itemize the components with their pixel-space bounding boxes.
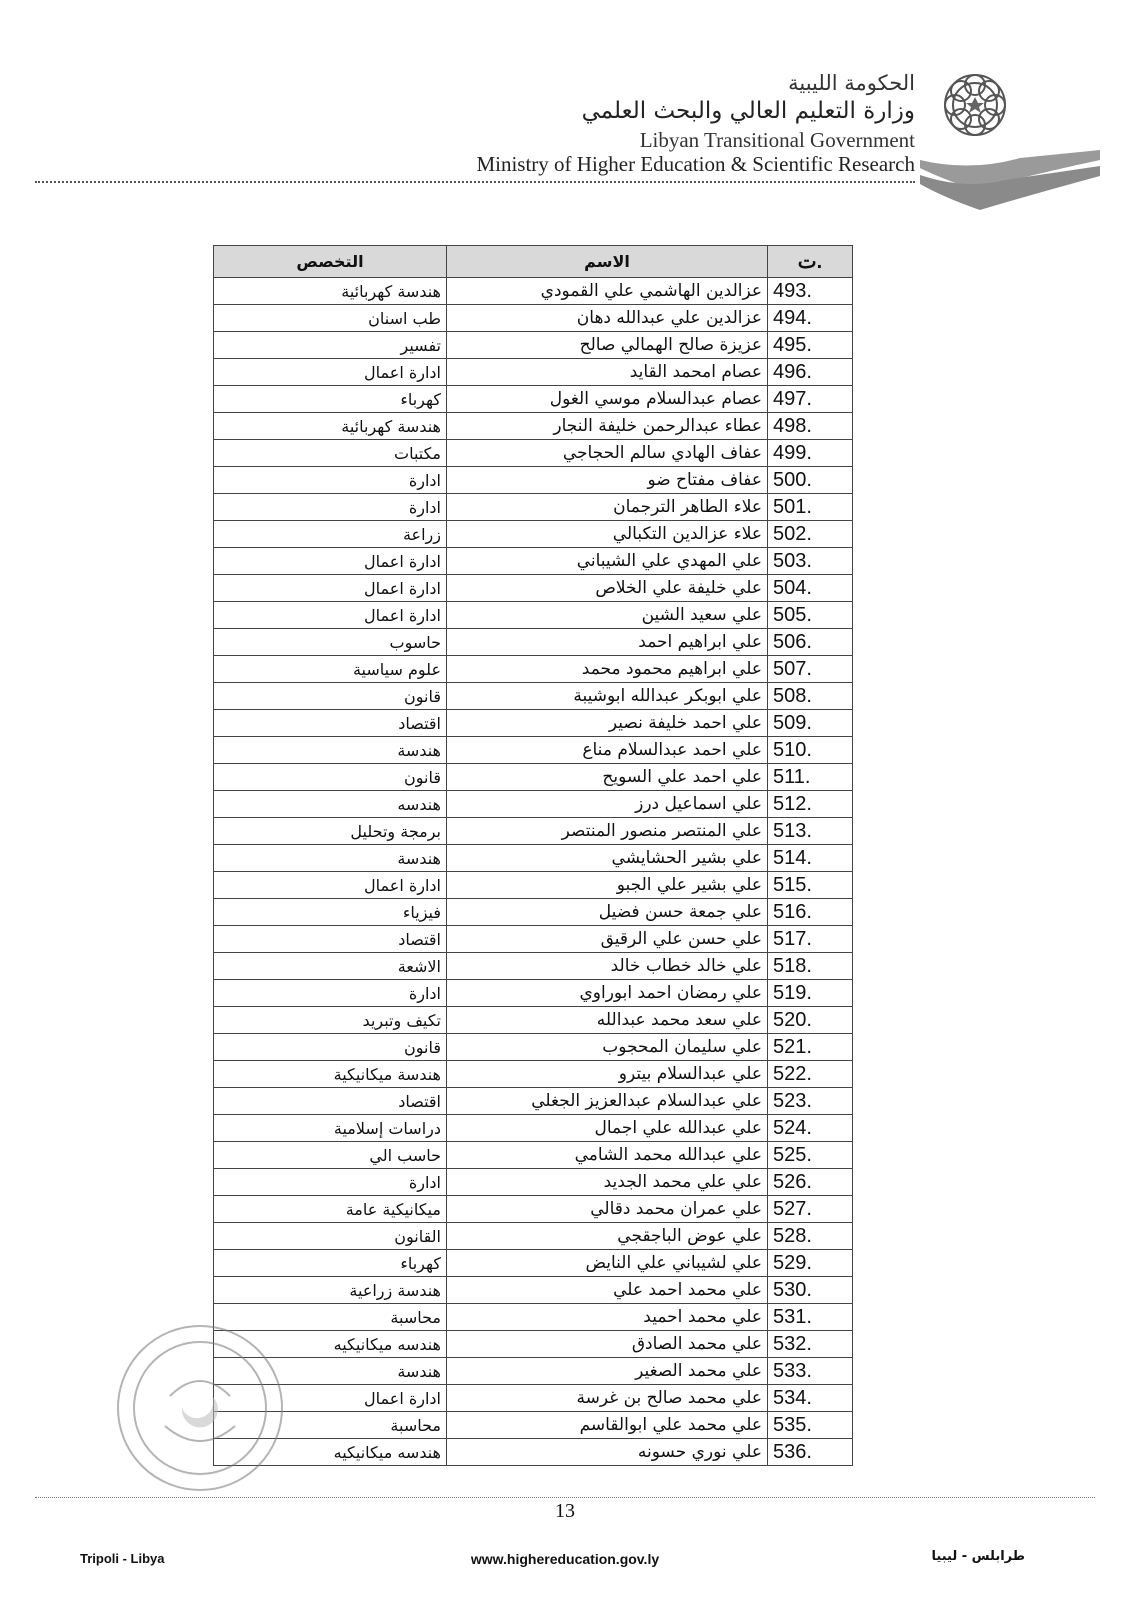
row-number: 497. [768,386,853,413]
names-table [213,245,853,1466]
row-specialization: ادارة [214,980,447,1007]
row-name: علي بشير علي الجبو [447,872,768,899]
row-number: 508. [768,683,853,710]
table-row [214,1034,853,1061]
row-name: علي نوري حسونه [447,1439,768,1466]
row-name: علي علي محمد الجديد [447,1169,768,1196]
table-row [214,764,853,791]
row-number: 522. [768,1061,853,1088]
row-name: علي محمد احميد [447,1304,768,1331]
row-name: علاء الطاهر الترجمان [447,494,768,521]
row-name: عفاف مفتاح ضو [447,467,768,494]
row-specialization: محاسبة [214,1412,447,1439]
row-number: 525. [768,1142,853,1169]
table-row [214,440,853,467]
row-name: علي عبدالله علي اجمال [447,1115,768,1142]
row-name: عزالدين الهاشمي علي القمودي [447,278,768,305]
row-specialization: ادارة اعمال [214,1385,447,1412]
row-name: علي ابراهيم محمود محمد [447,656,768,683]
table-row [214,629,853,656]
table-row [214,953,853,980]
row-specialization: هندسة ميكانيكية [214,1061,447,1088]
header-text [355,70,915,176]
row-number: 528. [768,1223,853,1250]
row-number: 530. [768,1277,853,1304]
row-number: 503. [768,548,853,575]
row-name: عطاء عبدالرحمن خليفة النجار [447,413,768,440]
row-number: 516. [768,899,853,926]
table-row [214,332,853,359]
table-row [214,1277,853,1304]
row-specialization: طب اسنان [214,305,447,332]
row-name: علي محمد علي ابوالقاسم [447,1412,768,1439]
row-specialization: حاسب الي [214,1142,447,1169]
row-number: 515. [768,872,853,899]
row-specialization: حاسوب [214,629,447,656]
row-specialization: قانون [214,1034,447,1061]
row-name: علي محمد الصغير [447,1358,768,1385]
row-specialization: ادارة [214,467,447,494]
row-specialization: هندسة [214,737,447,764]
row-name: علي عبدالسلام بيترو [447,1061,768,1088]
names-table-container [213,245,853,1466]
row-specialization: ادارة اعمال [214,359,447,386]
row-specialization: علوم سياسية [214,656,447,683]
row-specialization: قانون [214,683,447,710]
row-name: علي خليفة علي الخلاص [447,575,768,602]
footer-location-english: Tripoli - Libya [80,1551,165,1566]
table-row [214,1385,853,1412]
row-specialization: هندسه [214,791,447,818]
row-number: 527. [768,1196,853,1223]
row-number: 511. [768,764,853,791]
row-name: علي سعد محمد عبدالله [447,1007,768,1034]
table-row [214,359,853,386]
table-row [214,575,853,602]
government-name-arabic: الحكومة الليبية [788,71,915,95]
row-specialization: اقتصاد [214,710,447,737]
row-number: 523. [768,1088,853,1115]
row-name: علي ابراهيم احمد [447,629,768,656]
table-row [214,683,853,710]
ministry-emblem-icon [920,50,1100,215]
table-row [214,737,853,764]
row-name: علي احمد عبدالسلام مناع [447,737,768,764]
row-number: 510. [768,737,853,764]
row-number: 499. [768,440,853,467]
page-header [0,0,1130,230]
row-number: 532. [768,1331,853,1358]
row-specialization: هندسه ميكانيكيه [214,1439,447,1466]
page-number: 13 [555,1500,575,1522]
table-row [214,548,853,575]
footer-divider [35,1497,1095,1498]
row-specialization: هندسة كهربائية [214,413,447,440]
row-specialization: ادارة [214,494,447,521]
row-specialization: فيزياء [214,899,447,926]
row-name: علي عوض الباجقجي [447,1223,768,1250]
row-number: 498. [768,413,853,440]
row-specialization: كهرباء [214,1250,447,1277]
table-row [214,1196,853,1223]
row-name: علي ابوبكر عبدالله ابوشيبة [447,683,768,710]
table-row [214,845,853,872]
row-number: 504. [768,575,853,602]
row-number: 524. [768,1115,853,1142]
header-divider [35,181,915,183]
row-number: 535. [768,1412,853,1439]
row-name: علي المنتصر منصور المنتصر [447,818,768,845]
row-number: 506. [768,629,853,656]
row-specialization: ادارة اعمال [214,548,447,575]
row-number: 529. [768,1250,853,1277]
row-name: علي محمد احمد علي [447,1277,768,1304]
table-row [214,1007,853,1034]
table-row [214,872,853,899]
row-specialization: الاشعة [214,953,447,980]
row-specialization: تفسير [214,332,447,359]
row-number: 505. [768,602,853,629]
row-specialization: اقتصاد [214,1088,447,1115]
header-number: ت. [768,246,853,278]
row-specialization: كهرباء [214,386,447,413]
footer-location-arabic: طرابلس - ليبيا [931,1549,1025,1564]
table-row [214,1088,853,1115]
table-row [214,791,853,818]
row-name: علي اسماعيل درز [447,791,768,818]
row-name: علي لشيباني علي النايض [447,1250,768,1277]
row-name: علي المهدي علي الشيباني [447,548,768,575]
table-row [214,1250,853,1277]
table-row [214,1439,853,1466]
row-specialization: ادارة اعمال [214,575,447,602]
row-number: 517. [768,926,853,953]
row-name: علي عبدالسلام عبدالعزيز الجغلي [447,1088,768,1115]
table-row [214,278,853,305]
ministry-name-english: Ministry of Higher Education & Scientific Research [476,152,915,176]
row-number: 494. [768,305,853,332]
row-specialization: ادارة [214,1169,447,1196]
row-name: علي محمد الصادق [447,1331,768,1358]
row-specialization: برمجة وتحليل [214,818,447,845]
row-name: علي احمد علي السويح [447,764,768,791]
row-number: 495. [768,332,853,359]
row-specialization: هندسة [214,845,447,872]
row-name: علي عمران محمد دقالي [447,1196,768,1223]
row-number: 507. [768,656,853,683]
row-number: 500. [768,467,853,494]
footer-website: www.highereducation.gov.ly [470,1551,660,1567]
row-name: علي محمد صالح بن غرسة [447,1385,768,1412]
table-row [214,656,853,683]
row-specialization: ادارة اعمال [214,872,447,899]
row-name: عفاف الهادي سالم الحجاجي [447,440,768,467]
row-number: 509. [768,710,853,737]
row-name: علي سعيد الشين [447,602,768,629]
row-name: علي جمعة حسن فضيل [447,899,768,926]
table-row [214,1331,853,1358]
row-name: عصام عبدالسلام موسي الغول [447,386,768,413]
table-row [214,1061,853,1088]
row-number: 501. [768,494,853,521]
row-specialization: هندسة [214,1358,447,1385]
table-body [214,278,853,1466]
row-specialization: زراعة [214,521,447,548]
table-row [214,1142,853,1169]
row-specialization: هندسة زراعية [214,1277,447,1304]
table-row [214,386,853,413]
row-number: 518. [768,953,853,980]
row-number: 521. [768,1034,853,1061]
row-name: علي عبدالله محمد الشامي [447,1142,768,1169]
row-number: 493. [768,278,853,305]
row-number: 514. [768,845,853,872]
table-row [214,602,853,629]
table-row [214,1115,853,1142]
row-specialization: اقتصاد [214,926,447,953]
table-row [214,305,853,332]
row-number: 526. [768,1169,853,1196]
table-row [214,926,853,953]
table-row [214,1358,853,1385]
row-specialization: هندسه ميكانيكيه [214,1331,447,1358]
row-name: علي سليمان المحجوب [447,1034,768,1061]
row-number: 536. [768,1439,853,1466]
row-number: 520. [768,1007,853,1034]
table-row [214,521,853,548]
table-row [214,899,853,926]
row-name: علي حسن علي الرقيق [447,926,768,953]
government-name-english: Libyan Transitional Government [639,128,915,152]
row-name: علي خالد خطاب خالد [447,953,768,980]
row-name: علي بشير الحشايشي [447,845,768,872]
row-name: عصام امحمد القايد [447,359,768,386]
row-number: 531. [768,1304,853,1331]
table-row [214,1169,853,1196]
row-name: عزيزة صالح الهمالي صالح [447,332,768,359]
table-row [214,494,853,521]
ministry-name-arabic: وزارة التعليم العالي والبحث العلمي [581,98,915,124]
row-number: 512. [768,791,853,818]
table-row [214,467,853,494]
row-name: علاء عزالدين التكبالي [447,521,768,548]
row-number: 496. [768,359,853,386]
row-specialization: القانون [214,1223,447,1250]
table-row [214,980,853,1007]
row-number: 533. [768,1358,853,1385]
table-row [214,1223,853,1250]
table-header-row [214,246,853,278]
table-row [214,1304,853,1331]
row-specialization: مكتبات [214,440,447,467]
row-specialization: محاسبة [214,1304,447,1331]
row-name: علي احمد خليفة نصير [447,710,768,737]
row-specialization: دراسات إسلامية [214,1115,447,1142]
row-specialization: قانون [214,764,447,791]
row-specialization: ميكانيكية عامة [214,1196,447,1223]
row-name: علي رمضان احمد ابوراوي [447,980,768,1007]
row-number: 534. [768,1385,853,1412]
table-row [214,1412,853,1439]
table-row [214,818,853,845]
row-specialization: ادارة اعمال [214,602,447,629]
table-row [214,710,853,737]
table-row [214,413,853,440]
row-number: 519. [768,980,853,1007]
header-specialization: التخصص [214,246,447,278]
row-number: 502. [768,521,853,548]
row-specialization: هندسة كهربائية [214,278,447,305]
official-seal-icon [110,1316,300,1496]
row-specialization: تكيف وتبريد [214,1007,447,1034]
row-name: عزالدين علي عبدالله دهان [447,305,768,332]
row-number: 513. [768,818,853,845]
header-name: الاسم [447,246,768,278]
